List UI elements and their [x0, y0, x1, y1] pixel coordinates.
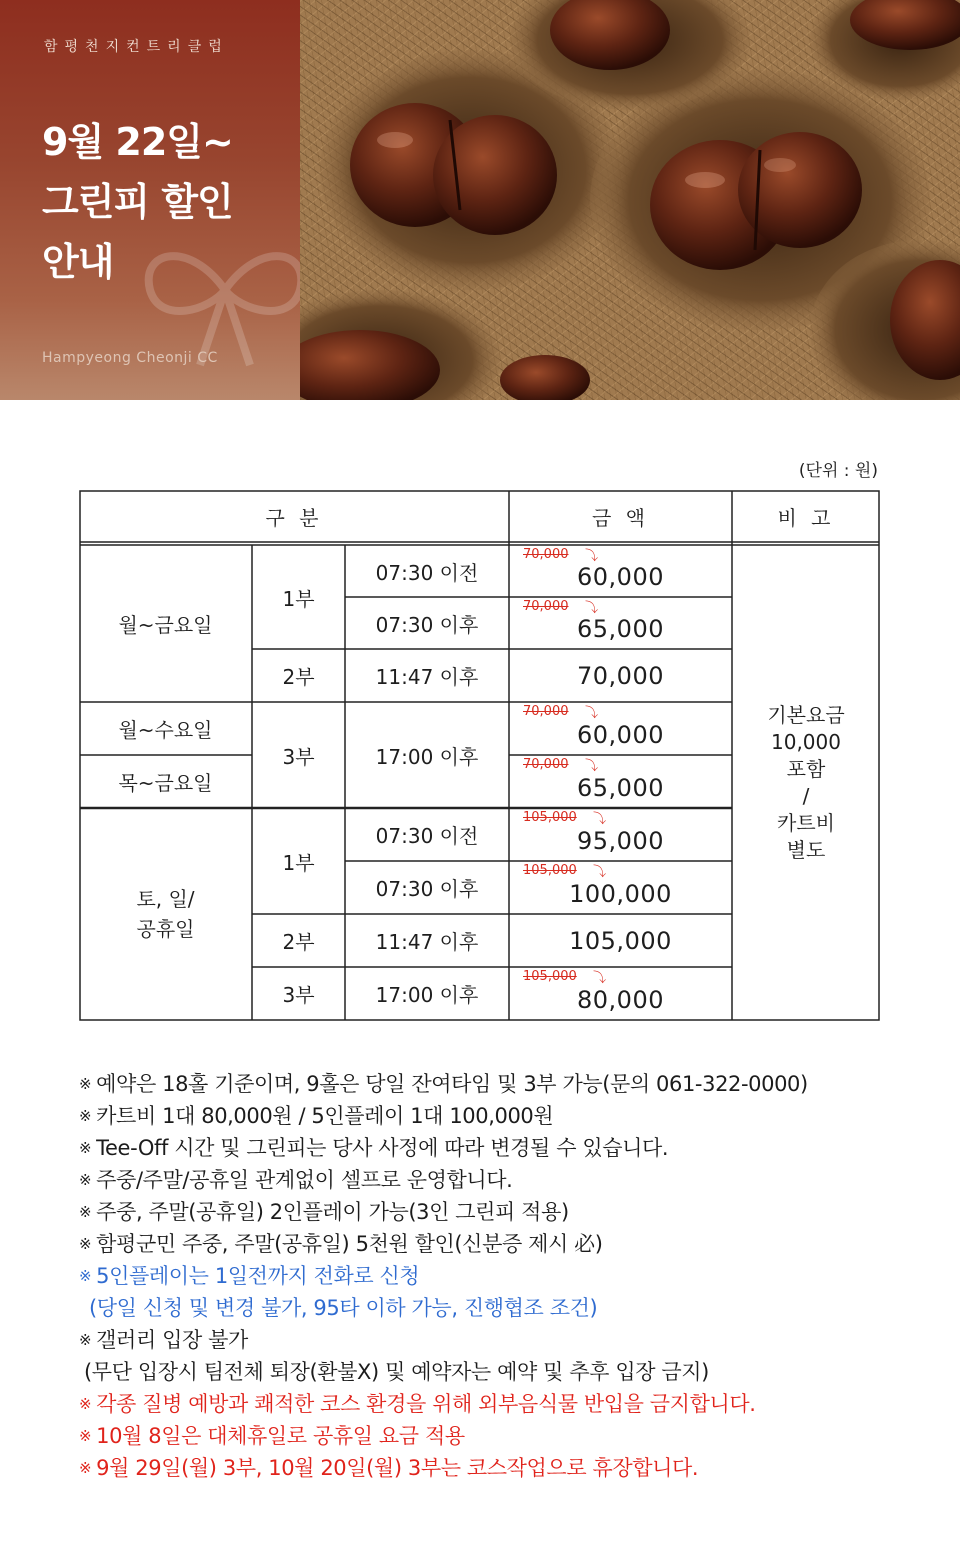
remark-line: 카트비	[777, 810, 835, 835]
price-cell	[509, 755, 732, 808]
price-cell	[509, 967, 732, 1020]
reference-mark-icon: ※	[79, 1395, 92, 1413]
note-item	[79, 1324, 919, 1356]
price: 105,000	[569, 926, 672, 955]
original-price: 105,000	[523, 969, 577, 984]
note-item	[79, 1132, 919, 1164]
note-item	[79, 1100, 919, 1132]
note-item	[79, 1260, 919, 1292]
remark-line: /	[802, 783, 810, 808]
club-name-english: Hampyeong Cheonji CC	[42, 350, 218, 366]
header-remark: 비 고	[777, 505, 835, 530]
discount-price: 60,000	[577, 563, 664, 591]
reference-mark-icon: ※	[79, 1427, 92, 1445]
note-text: 9월 29일(월) 3부, 10월 20일(월) 3부는 코스작업으로 휴장합니다.	[96, 1456, 699, 1480]
club-name: 함평천지컨트리클럽	[44, 39, 229, 55]
part-label: 1부	[282, 850, 315, 875]
discount-price: 65,000	[577, 774, 664, 802]
notes-list	[79, 1068, 919, 1484]
part-label: 2부	[282, 665, 315, 689]
group-weekday: 월~금요일	[118, 613, 213, 637]
original-price: 70,000	[523, 757, 569, 772]
note-text: (무단 입장시 팀전체 퇴장(환불X) 및 예약자는 예약 및 추후 입장 금지)	[84, 1360, 709, 1384]
reference-mark-icon: ※	[79, 1331, 92, 1349]
discount-price: 65,000	[577, 615, 664, 643]
note-text: (당일 신청 및 변경 불가, 95타 이하 가능, 진행협조 조건)	[89, 1296, 598, 1320]
time-label: 17:00 이후	[375, 983, 479, 1007]
title-line-3: 안내	[42, 240, 114, 284]
note-text: Tee-Off 시간 및 그린피는 당사 사정에 따라 변경될 수 있습니다.	[96, 1136, 669, 1160]
original-price: 105,000	[523, 810, 577, 825]
original-price: 70,000	[523, 547, 569, 562]
note-text: 갤러리 입장 불가	[96, 1328, 248, 1352]
time-label: 11:47 이후	[375, 665, 479, 689]
note-item	[79, 1388, 919, 1420]
discount-price: 100,000	[569, 880, 672, 908]
reference-mark-icon: ※	[79, 1459, 92, 1477]
remark-line: 포함	[786, 756, 826, 781]
note-item	[79, 1164, 919, 1196]
note-item	[79, 1228, 919, 1260]
note-text: 주중, 주말(공휴일) 2인플레이 가능(3인 그린피 적용)	[96, 1200, 569, 1224]
original-price: 105,000	[523, 863, 577, 878]
title-line-2: 그린피 할인	[42, 180, 233, 224]
note-item	[79, 1452, 919, 1484]
price-cell	[509, 545, 732, 597]
title-line-1: 9월 22일~	[42, 120, 233, 164]
arrow-down-icon: ⤵	[593, 812, 607, 827]
reference-mark-icon: ※	[79, 1267, 92, 1285]
reference-mark-icon: ※	[79, 1107, 92, 1125]
price-cell	[509, 649, 732, 702]
part-label: 1부	[282, 586, 315, 611]
arrow-down-icon: ⤵	[585, 601, 599, 616]
note-text: 10월 8일은 대체휴일로 공휴일 요금 적용	[96, 1424, 465, 1448]
reference-mark-icon: ※	[79, 1235, 92, 1253]
reference-mark-icon: ※	[79, 1075, 92, 1093]
group-thu-fri: 목~금요일	[118, 771, 213, 795]
unit-label: (단위 : 원)	[798, 461, 878, 481]
part-label: 3부	[282, 983, 315, 1007]
time-label: 17:00 이후	[375, 744, 479, 769]
part-label: 2부	[282, 930, 315, 954]
time-label: 07:30 이전	[375, 824, 479, 848]
note-item	[79, 1196, 919, 1228]
price-cell	[509, 914, 732, 967]
remark-cell	[732, 545, 880, 1020]
original-price: 70,000	[523, 704, 569, 719]
chestnut-illustration	[300, 0, 960, 400]
arrow-down-icon: ⤵	[593, 865, 607, 880]
note-item	[79, 1420, 919, 1452]
reference-mark-icon: ※	[79, 1203, 92, 1221]
price-cell	[509, 597, 732, 649]
price-cell	[509, 702, 732, 755]
original-price: 70,000	[523, 599, 569, 614]
remark-line: 10,000	[771, 729, 841, 754]
note-item	[79, 1068, 919, 1100]
arrow-down-icon: ⤵	[585, 549, 599, 564]
note-text: 각종 질병 예방과 쾌적한 코스 환경을 위해 외부음식물 반입을 금지합니다.	[96, 1392, 756, 1416]
note-text: 5인플레이는 1일전까지 전화로 신청	[96, 1264, 420, 1288]
banner-title-panel	[0, 0, 300, 400]
discount-price: 60,000	[577, 721, 664, 749]
arrow-down-icon: ⤵	[593, 971, 607, 986]
time-label: 11:47 이후	[375, 930, 479, 954]
reference-mark-icon: ※	[79, 1139, 92, 1157]
note-item	[79, 1356, 919, 1388]
time-label: 07:30 이전	[375, 560, 479, 585]
remark-line: 기본요금	[767, 702, 845, 727]
group-weekend: 토, 일/ 공휴일	[136, 887, 195, 941]
discount-price: 95,000	[577, 827, 664, 855]
arrow-down-icon: ⤵	[585, 706, 599, 721]
time-label: 07:30 이후	[375, 612, 479, 637]
part-label: 3부	[282, 744, 315, 769]
header-category: 구 분	[265, 505, 323, 530]
remark-line: 별도	[786, 837, 826, 862]
price: 70,000	[577, 661, 664, 690]
discount-price: 80,000	[577, 986, 664, 1014]
price-cell	[509, 861, 732, 914]
pricing-table	[79, 490, 880, 1021]
time-label: 07:30 이후	[375, 877, 479, 901]
group-mon-wed: 월~수요일	[118, 718, 213, 742]
reference-mark-icon: ※	[79, 1171, 92, 1189]
note-item	[79, 1292, 919, 1324]
arrow-down-icon: ⤵	[585, 759, 599, 774]
chestnut-photo	[300, 0, 960, 400]
note-text: 함평군민 주중, 주말(공휴일) 5천원 할인(신분증 제시 必)	[96, 1232, 603, 1256]
price-cell	[509, 808, 732, 861]
header-banner	[0, 0, 960, 400]
page-title	[42, 112, 233, 292]
note-text: 예약은 18홀 기준이며, 9홀은 당일 잔여타임 및 3부 가능(문의 061-322-0000)	[96, 1072, 808, 1096]
note-text: 주중/주말/공휴일 관계없이 셀프로 운영합니다.	[96, 1168, 513, 1192]
note-text: 카트비 1대 80,000원 / 5인플레이 1대 100,000원	[96, 1104, 554, 1128]
header-amount: 금 액	[592, 505, 649, 530]
